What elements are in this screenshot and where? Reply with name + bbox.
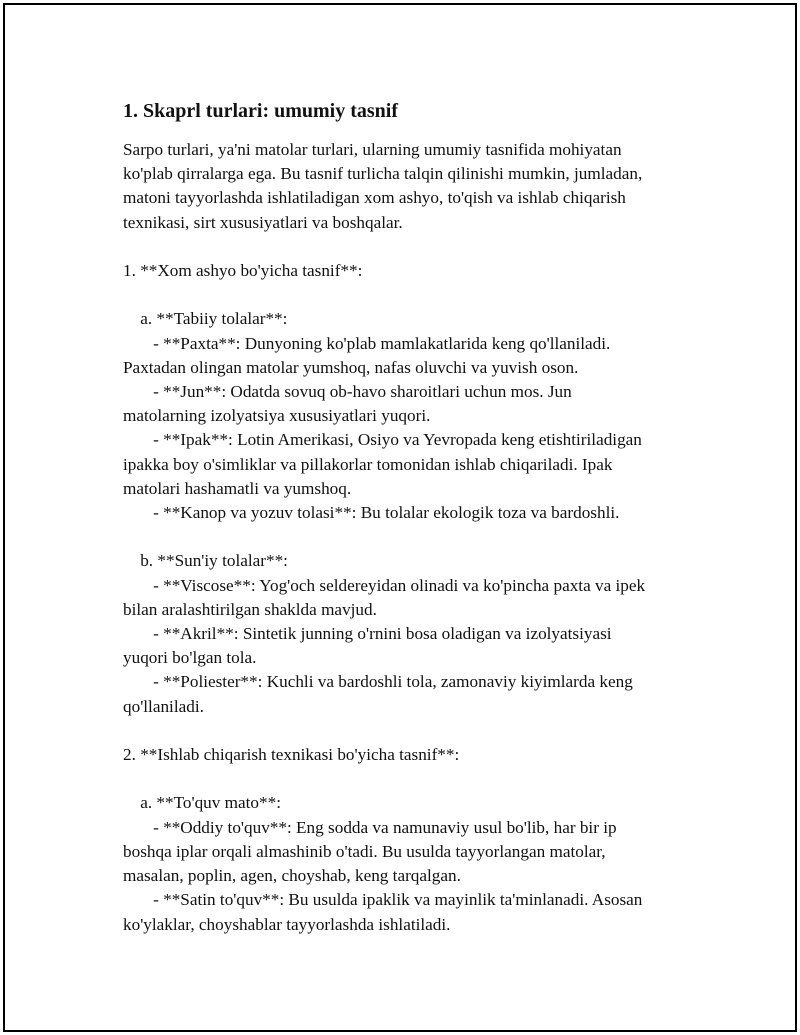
document-content: [123, 98, 703, 937]
page-frame: [3, 3, 797, 1032]
document-heading: 1. Skaprl turlari: umumiy tasnif: [123, 100, 399, 122]
document-body-text: Sarpo turlari, ya'ni matolar turlari, ularning umumiy tasnifida mohiyatan ko'plab qirralarga ega. Bu tasnif turlicha talqin qilinishi mumkin, jumladan, matoni tayyorlashda ishlatiladigan xom ashyo, to'qish va ishlab chiqarish texnikasi, sirt xususiyatlari va boshqalar. 1. **Xom ashyo bo'yicha tasnif**: a. **Tabiiy tolalar**: - **Paxta**: Dunyoning ko'plab mamlakatlarida keng qo'llaniladi. Paxtadan olingan matolar yumshoq, nafas oluvchi va yuvish oson. - **Jun**: Odatda sovuq ob-havo sharoitlari uchun mos. Jun matolarning izolyatsiya xususiyatlari yuqori. - **Ipak**: Lotin Amerikasi, Osiyo va Yevropada keng etishtiriladigan ipakka boy o'simliklar va pillakorlar tomonidan ishlab chiqariladi. Ipak matolari hashamatli va yumshoq. - **Kanop va yozuv tolasi**: Bu tolalar ekologik toza va bardoshli. b. **Sun'iy tolalar**: - **Viscose**: Yog'och seldereyidan olinadi va ko'pincha paxta va ipek bilan aralashtirilgan shaklda mavjud. - **Akril**: Sintetik junning o'rnini bosa oladigan va izolyatsiyasi yuqori bo'lgan tola. - **Poliester**: Kuchli va bardoshli tola, zamonaviy kiyimlarda keng qo'llaniladi. 2. **Ishlab chiqarish texnikasi bo'yicha tasnif**: a. **To'quv mato**: - **Oddiy to'quv**: Eng sodda va namunaviy usul bo'lib, har bir ip boshqa iplar orqali almashinib o'tadi. Bu usulda tayyorlangan matolar, masalan, poplin, agen, choyshab, keng tarqalgan. - **Satin to'quv**: Bu usulda ipaklik va mayinlik ta'minlanadi. Asosan ko'ylaklar, choyshablar tayyorlashda ishlatiladi.: [123, 140, 646, 934]
